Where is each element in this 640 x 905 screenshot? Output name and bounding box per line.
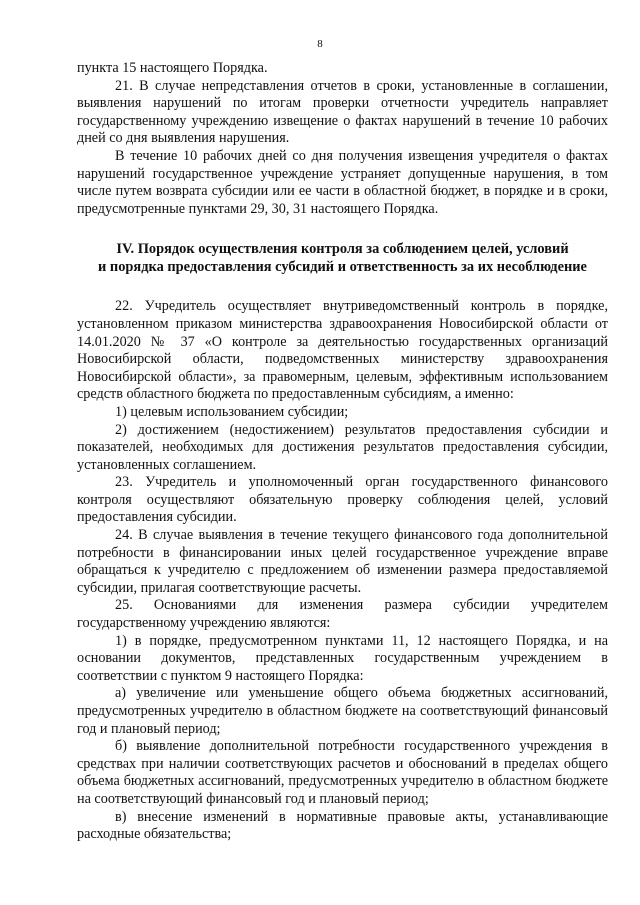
document-body [77, 60, 608, 844]
paragraph: В течение 10 рабочих дней со дня получения извещения учредителя о фактах нарушений государственное учреждение устраняет допущенные нарушения, в том числе путем возврата субсидии или ее части в областной бюджет, в порядке и в сроки, предусмотренные пунктами 29, 30, 31 настоящего Порядка. [77, 147, 608, 217]
paragraph-24: 24. В случае выявления в течение текущего финансового года дополнительной потребности в финансировании иных целей государственное учреждение вправе обращаться к учредителю с предложением об изменении размера предоставляемой субсидии, прилагая соответствующие расчеты. [77, 527, 608, 596]
paragraph-25: 25. Основаниями для изменения размера субсидии учредителем государственному учреждению являются: [77, 597, 608, 632]
list-item: б) выявление дополнительной потребности государственного учреждения в средствах при наличии соответствующих расчетов и обоснований в пределах общего объема бюджетных ассигнований, предусмотренных учредителю в областном бюджете на соответствующий финансовый год и плановый период; [77, 738, 608, 807]
paragraph-21: 21. В случае непредставления отчетов в сроки, установленные в соглашении, выявления нарушений по итогам проверки отчетности учредитель направляет государственному учреждению извещение о фактах нарушений в течение 10 рабочих дней со дня выявления нарушения. [77, 77, 608, 147]
section-heading [77, 240, 608, 276]
paragraph: пункта 15 настоящего Порядка. [77, 60, 268, 76]
paragraph-22: 22. Учредитель осуществляет внутриведомственный контроль в порядке, установленном приказом министерства здравоохранения Новосибирской области от 14.01.2020 № 37 «О контроле за деятельностью государственных организаций Новосибирской области, подведомственных министерству здравоохранения Новосибирской области», за правомерным, целевым, эффективным использованием средств областного бюджета по предоставленным субсидиям, а именно: [77, 298, 608, 403]
list-item: 1) в порядке, предусмотренном пунктами 11, 12 настоящего Порядка, и на основании документов, представленных государственным учреждением в соответствии с пунктом 9 настоящего Порядка: [77, 632, 608, 684]
list-item: а) увеличение или уменьшение общего объема бюджетных ассигнований, предусмотренных учредителю в областном бюджете на соответствующий финансовый год и плановый период; [77, 685, 608, 737]
page-number: 8 [317, 38, 323, 50]
list-item: 2) достижением (недостижением) результатов предоставления субсидии и показателей, необходимых для достижения результатов предоставления субсидии, установленных соглашением. [77, 421, 608, 473]
paragraph-23: 23. Учредитель и уполномоченный орган государственного финансового контроля осуществляют обязательную проверку соблюдения целей, условий предоставления субсидии. [77, 474, 608, 526]
section-heading-line2: и порядка предоставления субсидий и ответственность за их несоблюдение [98, 259, 587, 276]
list-item: 1) целевым использованием субсидии; [115, 403, 349, 420]
section-heading-line1: IV. Порядок осуществления контроля за соблюдением целей, условий [116, 241, 569, 258]
list-item: в) внесение изменений в нормативные правовые акты, устанавливающие расходные обязательства; [77, 808, 608, 843]
